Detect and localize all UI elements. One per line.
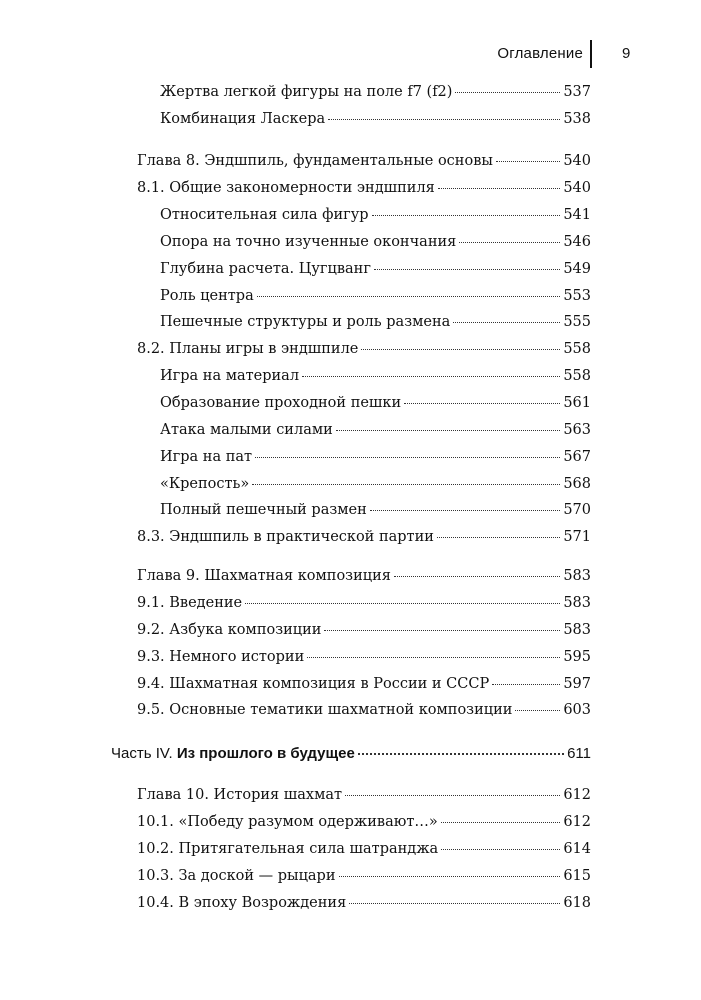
toc-entry-page: 558 bbox=[563, 368, 591, 384]
toc-entry-title: Планы игры в эндшпиле bbox=[169, 341, 359, 357]
dot-leader bbox=[404, 403, 560, 404]
toc-entry-title: Эндшпиль, фундаментальные основы bbox=[204, 153, 493, 169]
toc-entry-page: 558 bbox=[563, 341, 591, 357]
dot-leader bbox=[302, 376, 560, 377]
toc-entry-number: Глава 9. bbox=[137, 568, 205, 584]
dot-leader bbox=[358, 753, 564, 755]
toc-section-entry bbox=[137, 841, 591, 863]
toc-section-entry bbox=[137, 649, 591, 671]
toc-section-entry bbox=[137, 341, 591, 363]
toc-entry-page: 615 bbox=[563, 868, 591, 884]
toc-section-entry bbox=[137, 868, 591, 890]
toc-entry-page: 611 bbox=[567, 745, 591, 762]
dot-leader bbox=[328, 119, 560, 120]
toc-entry-title: Притягательная сила шатранджа bbox=[178, 841, 439, 857]
toc-entry-title: «Крепость» bbox=[160, 476, 250, 492]
toc-entry-title: Введение bbox=[169, 595, 243, 611]
toc-entry-page: 540 bbox=[563, 153, 591, 169]
toc-section-entry bbox=[137, 814, 591, 836]
toc-entry-number: 10.2. bbox=[137, 841, 179, 857]
toc-entry-title: Основные тематики шахматной композиции bbox=[169, 702, 513, 718]
toc-section-entry bbox=[160, 368, 591, 390]
toc-section-entry bbox=[160, 395, 591, 417]
dot-leader bbox=[370, 510, 561, 511]
toc-section-entry bbox=[160, 314, 591, 336]
toc-entry-title: Полный пешечный размен bbox=[160, 502, 367, 518]
toc-entry-number: 8.1. bbox=[137, 180, 170, 196]
header-divider bbox=[590, 40, 592, 68]
toc-entry-page: 612 bbox=[563, 787, 591, 803]
toc-entry-page: 553 bbox=[563, 288, 591, 304]
toc-entry-page: 555 bbox=[563, 314, 591, 330]
toc-entry-title: Шахматная композиция bbox=[204, 568, 391, 584]
toc-entry-page: 563 bbox=[563, 422, 591, 438]
toc-section-entry bbox=[160, 234, 591, 256]
running-header-title: Оглавление bbox=[497, 45, 583, 62]
toc-section-entry bbox=[160, 261, 591, 283]
toc-entry-title: Глубина расчета. Цугцванг bbox=[160, 261, 371, 277]
toc-entry-title: Относительная сила фигур bbox=[160, 207, 369, 223]
page-number: 9 bbox=[622, 45, 631, 62]
toc-entry-page: 537 bbox=[563, 84, 591, 100]
toc-entry-number: Глава 8. bbox=[137, 153, 205, 169]
toc-entry-title: В эпоху Возрождения bbox=[178, 895, 347, 911]
dot-leader bbox=[361, 349, 560, 350]
toc-entry-number: Часть IV. bbox=[111, 745, 177, 762]
toc-entry-number: Глава 10. bbox=[137, 787, 214, 803]
toc-entry-title: Шахматная композиция в России и СССР bbox=[169, 676, 490, 692]
toc-entry-page: 612 bbox=[563, 814, 591, 830]
toc-section-entry bbox=[160, 288, 591, 310]
toc-entry-page: 603 bbox=[563, 702, 591, 718]
toc-entry-number: 9.1. bbox=[137, 595, 170, 611]
toc-entry-title: История шахмат bbox=[213, 787, 343, 803]
toc-section-entry bbox=[160, 422, 591, 444]
toc-entry-title: «Победу разумом одерживают…» bbox=[178, 814, 438, 830]
toc-entry-page: 618 bbox=[563, 895, 591, 911]
toc-entry-title: Азбука композиции bbox=[169, 622, 322, 638]
toc-entry-title: Атака малыми силами bbox=[160, 422, 333, 438]
dot-leader bbox=[515, 710, 560, 711]
dot-leader bbox=[492, 684, 560, 685]
running-header bbox=[0, 40, 701, 70]
toc-entry-title: Игра на материал bbox=[160, 368, 300, 384]
dot-leader bbox=[307, 657, 560, 658]
toc-entry-number: 9.2. bbox=[137, 622, 170, 638]
toc-part-entry bbox=[111, 745, 591, 767]
dot-leader bbox=[455, 92, 560, 93]
toc-section-entry bbox=[160, 84, 591, 106]
dot-leader bbox=[345, 795, 560, 796]
toc-entry-page: 541 bbox=[563, 207, 591, 223]
toc-entry-title: Из прошлого в будущее bbox=[176, 745, 355, 762]
toc-entry-number: 10.4. bbox=[137, 895, 179, 911]
toc-section-entry bbox=[137, 595, 591, 617]
toc-entry-title: Роль центра bbox=[160, 288, 254, 304]
toc-entry-page: 546 bbox=[563, 234, 591, 250]
toc-entry-page: 614 bbox=[563, 841, 591, 857]
dot-leader bbox=[245, 603, 560, 604]
toc-entry-page: 567 bbox=[563, 449, 591, 465]
toc-entry-number: 8.2. bbox=[137, 341, 170, 357]
dot-leader bbox=[324, 630, 560, 631]
dot-leader bbox=[349, 903, 560, 904]
dot-leader bbox=[496, 161, 560, 162]
dot-leader bbox=[438, 188, 561, 189]
toc-entry-number: 9.3. bbox=[137, 649, 170, 665]
dot-leader bbox=[374, 269, 560, 270]
toc-entry-number: 10.1. bbox=[137, 814, 179, 830]
dot-leader bbox=[339, 876, 561, 877]
toc-entry-number: 9.5. bbox=[137, 702, 170, 718]
toc-entry-title: За доской — рыцари bbox=[178, 868, 336, 884]
toc-entry-page: 549 bbox=[563, 261, 591, 277]
toc-entry-page: 538 bbox=[563, 111, 591, 127]
toc-entry-number: 10.3. bbox=[137, 868, 179, 884]
toc-entry-title: Эндшпиль в практической партии bbox=[169, 529, 434, 545]
toc-section-entry bbox=[160, 449, 591, 471]
toc-section-entry bbox=[137, 180, 591, 202]
toc-section-entry bbox=[137, 529, 591, 551]
toc-entry-title: Образование проходной пешки bbox=[160, 395, 402, 411]
toc-entry-page: 568 bbox=[563, 476, 591, 492]
dot-leader bbox=[459, 242, 560, 243]
dot-leader bbox=[336, 430, 561, 431]
dot-leader bbox=[252, 484, 560, 485]
dot-leader bbox=[257, 296, 561, 297]
toc-section-entry bbox=[160, 502, 591, 524]
toc-entry-number: 8.3. bbox=[137, 529, 170, 545]
toc-section-entry bbox=[137, 622, 591, 644]
dot-leader bbox=[441, 822, 561, 823]
toc-entry-title: Игра на пат bbox=[160, 449, 253, 465]
dot-leader bbox=[441, 849, 560, 850]
toc-chapter-entry bbox=[137, 787, 591, 809]
dot-leader bbox=[394, 576, 560, 577]
dot-leader bbox=[453, 322, 560, 323]
toc-entry-title: Общие закономерности эндшпиля bbox=[169, 180, 435, 196]
toc-chapter-entry bbox=[137, 568, 591, 590]
toc-entry-page: 595 bbox=[563, 649, 591, 665]
dot-leader bbox=[372, 215, 561, 216]
toc-entry-page: 570 bbox=[563, 502, 591, 518]
toc-section-entry bbox=[137, 895, 591, 917]
toc-entry-title: Опора на точно изученные окончания bbox=[160, 234, 457, 250]
toc-entry-number: 9.4. bbox=[137, 676, 170, 692]
toc-section-entry bbox=[160, 207, 591, 229]
toc-entry-page: 583 bbox=[563, 568, 591, 584]
toc-entry-page: 583 bbox=[563, 622, 591, 638]
toc-entry-page: 597 bbox=[563, 676, 591, 692]
toc-chapter-entry bbox=[137, 153, 591, 175]
toc-section-entry bbox=[160, 476, 591, 498]
toc-entry-title: Пешечные структуры и роль размена bbox=[160, 314, 451, 330]
toc-entry-title: Комбинация Ласкера bbox=[160, 111, 326, 127]
toc-entry-page: 540 bbox=[563, 180, 591, 196]
toc-section-entry bbox=[160, 111, 591, 133]
dot-leader bbox=[255, 457, 560, 458]
toc-entry-page: 571 bbox=[563, 529, 591, 545]
dot-leader bbox=[437, 537, 560, 538]
toc-entry-title: Жертва легкой фигуры на поле f7 (f2) bbox=[160, 84, 453, 100]
toc-section-entry bbox=[137, 702, 591, 724]
toc-entry-title: Немного истории bbox=[169, 649, 305, 665]
toc-entry-page: 561 bbox=[563, 395, 591, 411]
toc-entry-page: 583 bbox=[563, 595, 591, 611]
toc-section-entry bbox=[137, 676, 591, 698]
